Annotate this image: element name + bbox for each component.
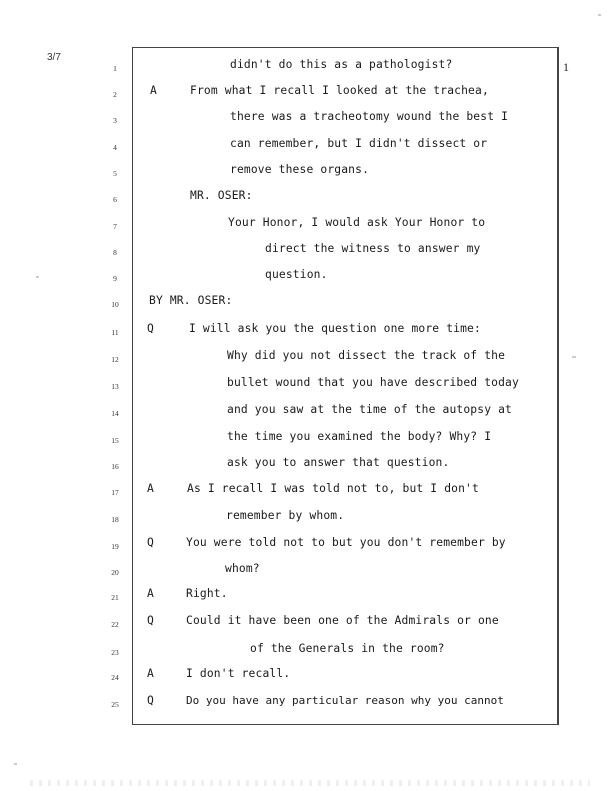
page-number: 1	[563, 60, 569, 74]
line-number: 17	[111, 488, 119, 497]
transcript-line	[0, 562, 612, 580]
transcript-line	[0, 456, 612, 474]
line-number: 18	[111, 515, 119, 524]
line-text: the time you examined the body? Why? I	[227, 430, 492, 443]
line-number: 13	[111, 382, 119, 391]
line-text: Do you have any particular reason why you cannot	[186, 694, 504, 707]
line-number: 1	[113, 64, 117, 73]
scan-speck	[14, 763, 17, 765]
line-number: 20	[111, 568, 119, 577]
transcript-line	[0, 376, 612, 394]
line-text: I will ask you the question one more time:	[189, 322, 481, 335]
line-text: direct the witness to answer my	[265, 242, 481, 255]
line-number: 12	[111, 355, 119, 364]
line-text: remove these organs.	[230, 163, 370, 176]
line-number: 14	[111, 409, 119, 418]
line-text: whom?	[225, 562, 260, 575]
line-number: 16	[111, 462, 119, 471]
line-number: 7	[113, 222, 117, 231]
speaker-label: A	[150, 84, 157, 97]
line-text: didn't do this as a pathologist?	[230, 58, 453, 71]
line-number: 15	[111, 436, 119, 445]
transcript-line	[0, 642, 612, 660]
transcript-line	[0, 322, 612, 340]
line-text: question.	[265, 268, 328, 281]
line-text: Your Honor, I would ask Your Honor to	[228, 216, 486, 229]
line-number: 25	[111, 700, 119, 709]
line-text: can remember, but I didn't dissect or	[230, 137, 488, 150]
line-text: and you saw at the time of the autopsy at	[227, 403, 513, 416]
line-text: From what I recall I looked at the trachea,	[190, 84, 489, 97]
line-text: there was a tracheotomy wound the best I	[230, 110, 509, 123]
line-text: Why did you not dissect the track of the	[227, 349, 506, 362]
line-text: remember by whom.	[226, 509, 345, 522]
line-number: 11	[111, 328, 119, 337]
speaker-label: Q	[147, 322, 154, 335]
line-number: 21	[111, 593, 119, 602]
speaker-label: Q	[147, 614, 154, 627]
line-text: I don't recall.	[186, 667, 291, 680]
transcript-line	[0, 216, 612, 234]
line-text: ask you to answer that question.	[227, 456, 450, 469]
transcript-line	[0, 509, 612, 527]
transcript-line	[0, 294, 612, 312]
line-number: 8	[113, 248, 117, 257]
line-number: 9	[113, 274, 117, 283]
transcript-line	[0, 349, 612, 367]
line-text: As I recall I was told not to, but I don't	[187, 482, 479, 495]
line-number: 10	[111, 300, 119, 309]
scan-speck	[572, 356, 576, 358]
line-number: 5	[113, 169, 117, 178]
transcript-line	[0, 694, 612, 712]
line-text: of the Generals in the room?	[250, 642, 445, 655]
transcript-line	[0, 536, 612, 554]
line-text: bullet wound that you have described today	[227, 376, 519, 389]
line-number: 2	[113, 90, 117, 99]
scan-speck	[598, 14, 601, 16]
scan-speck	[36, 276, 39, 278]
line-text: Right.	[186, 587, 228, 600]
transcript-line	[0, 430, 612, 448]
line-number: 6	[113, 195, 117, 204]
transcript-line	[0, 482, 612, 500]
transcript-line	[0, 137, 612, 155]
line-number: 4	[113, 143, 117, 152]
line-number: 23	[111, 648, 119, 657]
line-number: 22	[111, 620, 119, 629]
transcript-line	[0, 403, 612, 421]
speaker-label: A	[147, 587, 154, 600]
transcript-line	[0, 58, 612, 76]
speaker-label: A	[147, 482, 154, 495]
transcript-line	[0, 268, 612, 286]
page-id: 3/7	[47, 52, 61, 63]
line-text: Could it have been one of the Admirals or one	[186, 614, 499, 627]
transcript-line	[0, 84, 612, 102]
speaker-label: A	[147, 667, 154, 680]
transcript-line	[0, 242, 612, 260]
line-text: BY MR. OSER:	[149, 294, 233, 307]
line-text: You were told not to but you don't remember by	[186, 536, 506, 549]
transcript-line	[0, 667, 612, 685]
transcript-line	[0, 189, 612, 207]
transcript-line	[0, 614, 612, 632]
speaker-label: Q	[147, 536, 154, 549]
line-number: 24	[111, 673, 119, 682]
line-text: MR. OSER:	[190, 189, 253, 202]
transcript-line	[0, 110, 612, 128]
scan-noise	[30, 780, 590, 786]
transcript-line	[0, 587, 612, 605]
speaker-label: Q	[147, 694, 154, 707]
transcript-line	[0, 163, 612, 181]
line-number: 19	[111, 542, 119, 551]
line-number: 3	[113, 116, 117, 125]
